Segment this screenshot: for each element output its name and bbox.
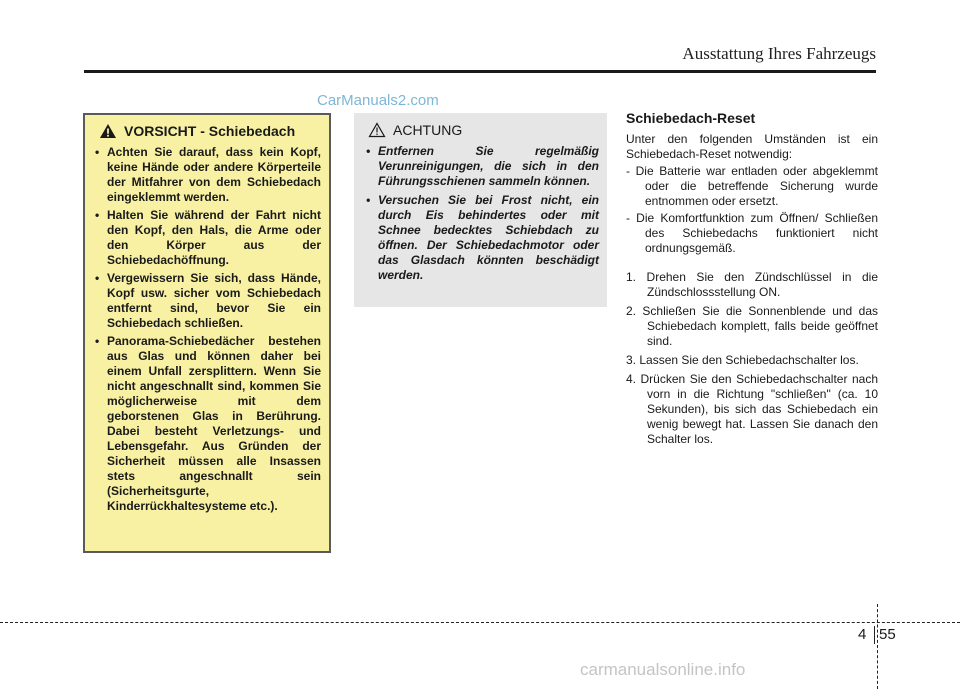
notice-list: [364, 144, 599, 283]
caution-title: VORSICHT - Schiebedach: [124, 123, 296, 139]
caution-list: [93, 145, 321, 514]
notice-item: • Versuchen Sie bei Frost nicht, ein durch Eis behindertes oder mit Schnee bedecktes Schiebdach zu öffnen. Der Schiebedachmotor oder das Glasdach könnten beschädigt werden.: [364, 193, 599, 283]
caution-item: • Achten Sie darauf, dass kein Kopf, keine Hände oder andere Körperteile der Mitfahrer von dem Schiebedach eingeklemmt werden.: [93, 145, 321, 205]
watermark-bottom: carmanualsonline.info: [580, 660, 746, 679]
header-rule: [84, 70, 876, 73]
warning-outline-icon: [368, 122, 386, 138]
page-number: 55: [879, 626, 896, 643]
notice-title: ACHTUNG: [393, 122, 463, 138]
reset-step: 1. Drehen Sie den Zündschlüssel in die Zündschlossstellung ON.: [626, 270, 878, 299]
reset-step: 3. Lassen Sie den Schiebedachschalter los.: [626, 353, 859, 367]
caution-item: • Halten Sie während der Fahrt nicht den Kopf, den Hals, die Arme oder den Körper aus der Schiebedachöffnung.: [93, 208, 321, 268]
warning-icon: [99, 123, 117, 139]
header-title: Ausstattung Ihres Fahrzeugs: [682, 44, 876, 63]
footer-divider: [877, 604, 878, 689]
watermark-top: CarManuals2.com: [317, 92, 439, 109]
reset-condition: - Die Komfortfunktion zum Öffnen/ Schließen des Schiebedachs funktioniert nicht ordnungsgemäß.: [626, 211, 878, 255]
notice-item: • Entfernen Sie regelmäßig Verunreinigungen, die sich in den Führungsschienen sammeln können.: [364, 144, 599, 189]
reset-step: 4. Drücken Sie den Schiebedachschalter nach vorn in die Richtung "schließen" (ca. 10 Sekunden), bis sich das Schiebedach ein wenig bewegt hat. Lassen Sie danach den Schalter los.: [626, 372, 878, 446]
caution-item: • Panorama-Schiebedächer bestehen aus Glas und können daher bei einem Unfall zersplittern. Wenn Sie nicht angeschnallt sind, kommen Sie möglicherweise mit dem geborstenen Glas in Berührung. Dabei besteht Verletzungs- und Lebensgefahr. Aus Gründen der Sicherheit müssen alle Insassen stets angeschnallt sein (Sicherheitsgurte, Kinderrückhaltesysteme etc.).: [93, 334, 321, 514]
reset-steps: [626, 270, 878, 447]
notice-header: [368, 122, 599, 138]
notice-box: [354, 113, 607, 307]
page-separator: [874, 626, 875, 644]
reset-step: 2. Schließen Sie die Sonnenblende und das Schiebedach komplett, falls beide geöffnet sind.: [626, 304, 878, 348]
reset-heading: Schiebedach-Reset: [626, 110, 756, 126]
reset-section: [626, 110, 878, 451]
chapter-number: 4: [858, 626, 867, 643]
caution-item: • Vergewissern Sie sich, dass Hände, Kopf usw. sicher vom Schiebedach entfernt sind, bevor Sie ein Schiebedach schließen.: [93, 271, 321, 331]
footer-rule: [0, 622, 960, 623]
reset-condition: - Die Batterie war entladen oder abgeklemmt oder die betreffende Sicherung wurde entnommen oder ersetzt.: [626, 164, 878, 208]
caution-header: [99, 123, 321, 139]
reset-intro: Unter den folgenden Umständen ist ein Schiebedach-Reset notwendig:: [626, 132, 878, 161]
caution-box: [83, 113, 331, 553]
